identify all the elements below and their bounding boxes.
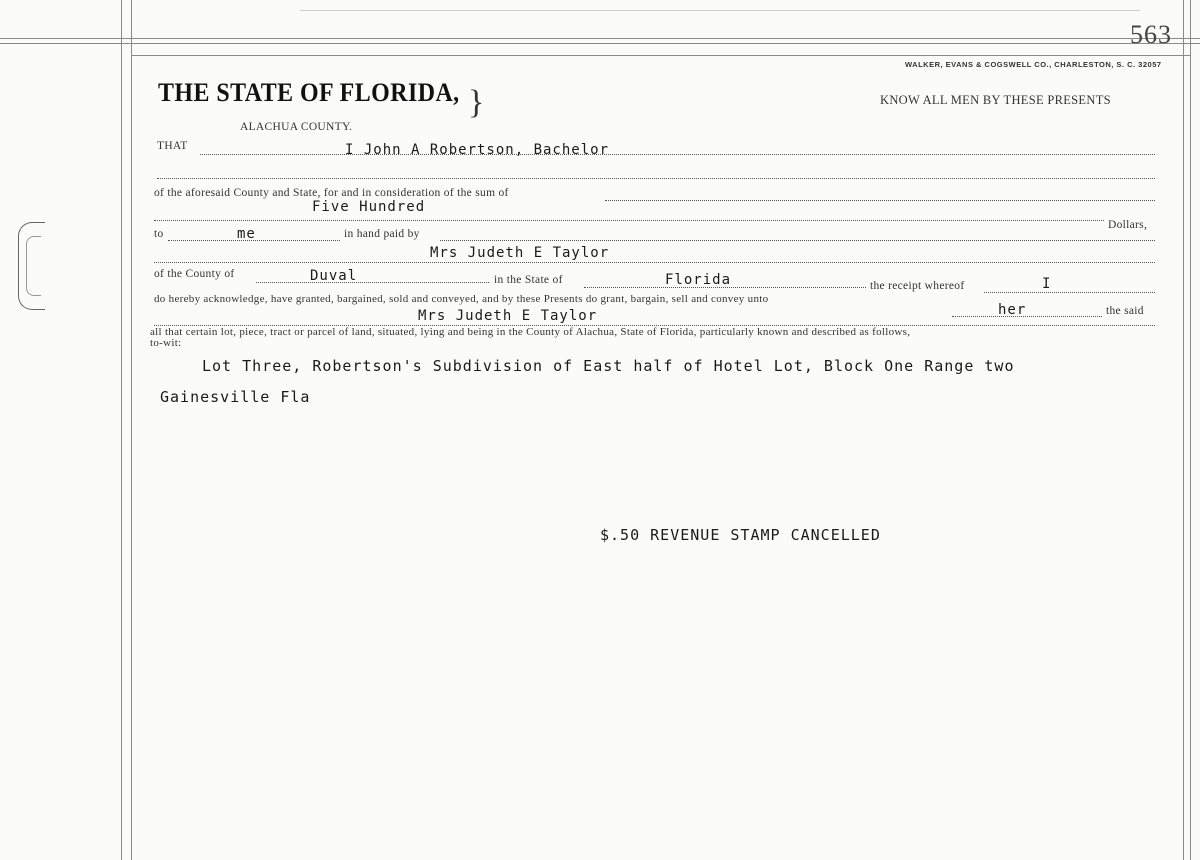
page-number: 563	[1130, 20, 1172, 49]
amount-line	[154, 220, 1104, 221]
that-label: THAT	[157, 140, 188, 152]
legal-description-line-1: Lot Three, Robertson's Subdivision of East half of Hotel Lot, Block One Range two	[202, 357, 1015, 375]
to-label: to	[154, 228, 164, 240]
county-heading: ALACHUA COUNTY.	[240, 121, 353, 133]
grantee-repeat: Mrs Judeth E Taylor	[418, 308, 598, 324]
grantor-line	[200, 154, 1155, 155]
state-title: THE STATE OF FLORIDA,	[158, 78, 460, 107]
left-margin-line-inner	[131, 0, 132, 860]
title-brace: }	[468, 84, 485, 121]
revenue-stamp-note: $.50 REVENUE STAMP CANCELLED	[600, 526, 881, 544]
grant-text: do hereby acknowledge, have granted, bargained, sold and conveyed, and by these Presents do grant, bargain, sell and convey unto	[154, 293, 769, 305]
right-margin-line	[1183, 0, 1184, 860]
top-rule-2	[0, 43, 1200, 44]
dollars-label: Dollars,	[1108, 219, 1148, 231]
of-county-label: of the County of	[154, 268, 235, 280]
blank-line-1	[157, 178, 1155, 179]
printer-imprint: WALKER, EVANS & COGSWELL CO., CHARLESTON, S. C. 32057	[905, 60, 1162, 69]
right-margin-line-outer	[1190, 0, 1191, 860]
consideration-text: of the aforesaid County and State, for and in consideration of the sum of	[154, 187, 509, 199]
county-line	[256, 282, 489, 283]
know-all-men-heading: KNOW ALL MEN BY THESE PRESENTS	[880, 93, 1111, 107]
to-wit-label: to-wit:	[150, 337, 182, 349]
scan-mark	[300, 10, 1140, 11]
receipt-label: the receipt whereof	[870, 280, 965, 292]
binder-hole-inner	[26, 236, 41, 296]
receipt-pronoun: I	[1042, 276, 1052, 292]
grantee-line	[154, 262, 1155, 263]
left-margin-line	[121, 0, 122, 860]
receipt-line	[984, 292, 1155, 293]
in-state-label: in the State of	[494, 274, 563, 286]
county-value: Duval	[310, 268, 358, 284]
paid-by-line	[440, 240, 1155, 241]
amount-value: Five Hundred	[312, 199, 426, 215]
state-value: Florida	[665, 272, 732, 288]
paid-to-value: me	[237, 226, 256, 242]
convey-pronoun: her	[998, 302, 1027, 318]
top-rule-3	[131, 55, 1190, 56]
legal-description-line-2: Gainesville Fla	[160, 388, 311, 406]
top-rule	[0, 38, 1200, 39]
the-said-label: the said	[1106, 305, 1144, 317]
in-hand-paid-label: in hand paid by	[344, 228, 420, 240]
parcel-text: all that certain lot, piece, tract or parcel of land, situated, lying and being in the County of Alachua, State of Florida, particularly known and described as follows,	[150, 326, 911, 338]
consideration-line	[605, 200, 1155, 201]
grantor-name: I John A Robertson, Bachelor	[345, 142, 610, 158]
grantee-name: Mrs Judeth E Taylor	[430, 245, 610, 261]
convey-line	[952, 316, 1102, 317]
